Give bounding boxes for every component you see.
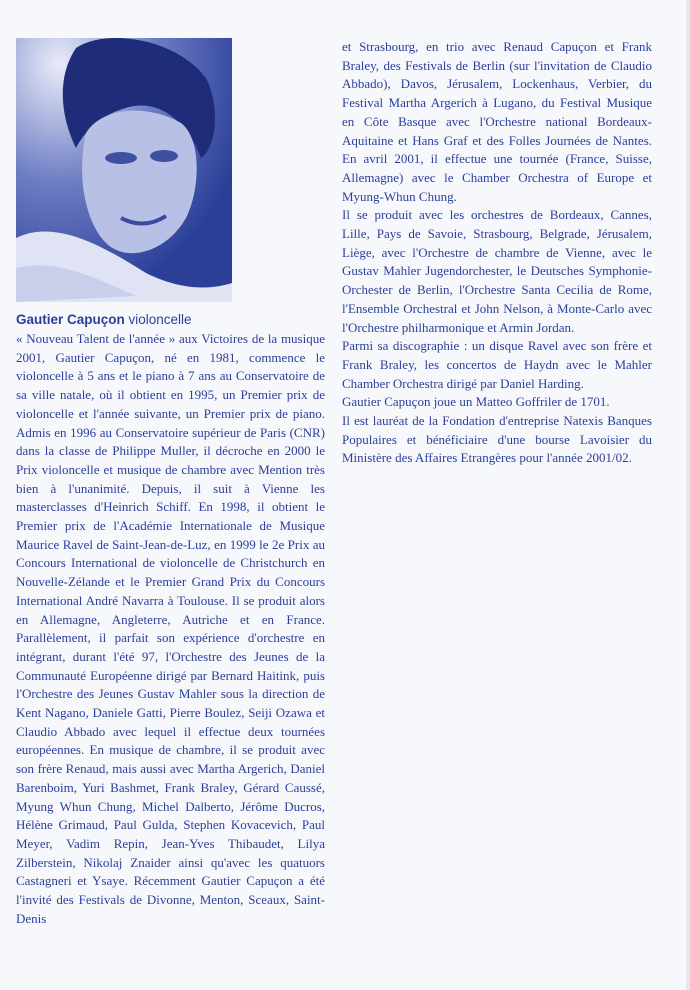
left-column <box>16 330 325 929</box>
portrait-illustration <box>16 38 232 302</box>
bio-paragraph-1: « Nouveau Talent de l'année » aux Victoires de la musique 2001, Gautier Capuçon, né en 1981, commence le violoncelle à 5 ans et le piano à 7 ans au Conservatoire de sa ville natale, où il obtient en 1995, un Premier prix de violoncelle et l'année suivante, un Premier prix de piano. Admis en 1996 au Conservatoire supérieur de Paris (CNR) dans la classe de Philippe Muller, il décroche en 2000 le Prix violoncelle et musique de chambre avec Mention très bien à l'unanimité. Depuis, il suit à Vienne les masterclasses d'Heinrich Schiff. En 1998, il obtient le Premier prix de l'Académie Internationale de Musique Maurice Ravel de Saint-Jean-de-Luz, en 1999 le 2e Prix au Concours International de violoncelle de Christchurch en Nouvelle-Zélande et le Premier Grand Prix du Concours International André Navarra à Toulouse. Il se produit alors en Allemagne, Angleterre, Autriche et en France. Parallèlement, il parfait son expérience d'orchestre en intégrant, durant l'été 97, l'Orchestre des Jeunes de la Communauté Européenne dirigé par Bernard Haitink, puis l'Orchestre des Jeunes Gustav Mahler sous la direction de Kent Nagano, Daniele Gatti, Pierre Boulez, Seiji Ozawa et Claudio Abbado avec lequel il effectue deux tournées européennes. En musique de chambre, il se produit avec son frère Renaud, mais aussi avec Martha Argerich, Daniel Barenboim, Yuri Bashmet, Frank Braley, Gérard Caussé, Myung Whun Chung, Michel Dalberto, Jérôme Ducros, Hélène Grimaud, Paul Gulda, Stephen Kovacevich, Paul Meyer, Vadim Repin, Jean-Yves Thibaudet, Lilya Zilberstein, Nikolaj Znaider ainsi qu'avec les quatuors Castagneri et Ysaye. Récemment Gautier Capuçon a été l'invité des Festivals de Divonne, Menton, Sceaux, Saint-Denis <box>16 331 325 926</box>
bio-paragraph-5: Gautier Capuçon joue un Matteo Goffriler de 1701. <box>342 394 610 410</box>
bio-paragraph-6: Il est lauréat de la Fondation d'entreprise Natexis Banques Populaires et bénéficiaire d'une bourse Lavoisier du Ministère des Affaires Etrangères pour l'année 2001/02. <box>342 413 652 466</box>
bio-paragraph-4: Parmi sa discographie : un disque Ravel avec son frère et Frank Braley, les concertos de Haydn avec le Mahler Chamber Orchestra dirigé par Daniel Harding. <box>342 338 652 391</box>
photo-caption <box>16 311 326 329</box>
right-column <box>342 38 652 468</box>
bio-paragraph-2: et Strasbourg, en trio avec Renaud Capuçon et Frank Braley, des Festivals de Berlin (sur l'invitation de Claudio Abbado), Davos, Jérusalem, Lockenhaus, Verbier, du Festival Martha Argerich à Lugano, du Festival Musique en Côte Basque avec l'Orchestre national Bordeaux-Aquitaine et Hans Graf et des Folles Journées de Nantes. En avril 2001, il effectue une tournée (France, Suisse, Allemagne) avec le Chamber Orchestra of Europe et Myung-Whun Chung. <box>342 39 652 204</box>
portrait-photo <box>16 38 232 302</box>
bio-paragraph-3: Il se produit avec les orchestres de Bordeaux, Cannes, Lille, Pays de Savoie, Strasbourg, Belgrade, Jérusalem, Liège, avec l'Orchestre de chambre de Vienne, avec le Gustav Mahler Jugendorchester, le Deutsches Symphonie-Orchester de Berlin, l'Orchestre Santa Cecilia de Rome, l'Ensemble Orchestral et John Nelson, à Monte-Carlo avec l'Orchestre philharmonique et Armin Jordan. <box>342 207 652 335</box>
artist-role: violoncelle <box>128 312 192 327</box>
page-edge <box>686 0 690 990</box>
artist-name: Gautier Capuçon <box>16 312 125 327</box>
